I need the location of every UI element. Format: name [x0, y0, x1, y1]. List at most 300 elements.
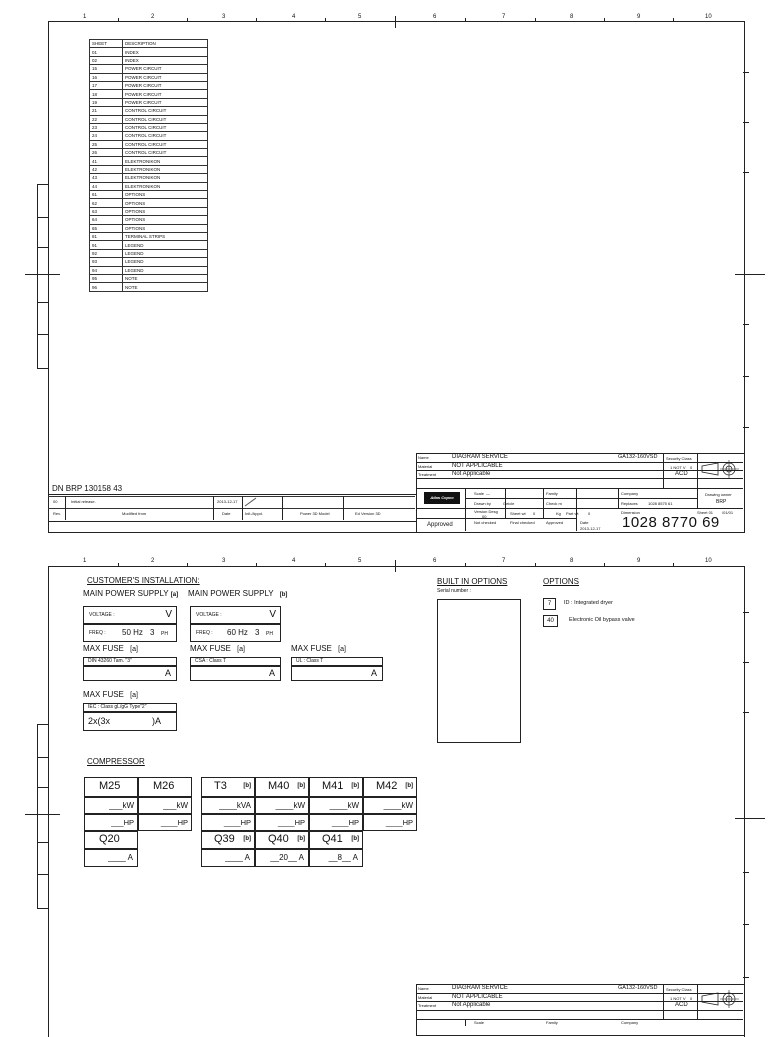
scale-label: Scale [474, 1020, 485, 1025]
col-9: 9 [637, 558, 641, 564]
description-cell: ELEKTRONIKON [123, 182, 208, 190]
date-label: Date [580, 520, 589, 525]
table-row [90, 266, 208, 274]
description-cell: OPTIONS [123, 216, 208, 224]
projection-symbol-icon [700, 458, 740, 480]
rev-divider [343, 496, 344, 520]
description-cell: LEGEND [123, 249, 208, 257]
sheet-number-cell: 96 [90, 283, 123, 291]
table-row [90, 174, 208, 182]
table-row [90, 224, 208, 232]
table-row [90, 241, 208, 249]
description-cell: CONTROL CIRCUIT [123, 140, 208, 148]
table-row [90, 90, 208, 98]
max-fuse-flag: [a] [338, 646, 346, 653]
motor-power-value: ____kW [275, 801, 305, 810]
breaker-current-field[interactable] [84, 849, 138, 867]
acd-code: ACD [675, 471, 688, 477]
fuse-amp-3: A [370, 668, 377, 678]
right-tick [743, 172, 749, 173]
breaker-cell [309, 831, 363, 849]
motor-cell [363, 777, 417, 797]
sheet-total: /01/01 [722, 510, 734, 515]
fuse-value-3[interactable] [291, 666, 383, 681]
sheet-number-cell: 01 [90, 48, 123, 56]
sheet-number-cell: 63 [90, 207, 123, 215]
option-label: ID : Integrated dryer [564, 600, 613, 606]
breaker-flag: [b] [351, 836, 359, 842]
sheet-number-cell: 17 [90, 81, 123, 89]
breaker-cell [255, 831, 309, 849]
right-tick [743, 872, 749, 873]
motor-cell [84, 777, 138, 797]
description-cell: ELEKTRONIKON [123, 157, 208, 165]
security-class-value: 1 NOT V [670, 465, 686, 470]
breaker-name: Q40 [268, 833, 289, 845]
breaker-flag: [b] [297, 836, 305, 842]
breaker-current-value: ____ A [225, 853, 250, 862]
index-table [89, 39, 208, 292]
mps-a-flag: [a] [170, 592, 179, 598]
table-row [90, 81, 208, 89]
sheet-number-cell: 94 [90, 266, 123, 274]
voltage-unit: V [269, 609, 276, 620]
motor-power-field[interactable] [84, 797, 138, 814]
serial-number-label: Serial number : [437, 588, 471, 594]
breaker-current-value: __8__ A [328, 853, 358, 862]
table-row [90, 98, 208, 106]
col-7: 7 [502, 558, 506, 564]
freq-label: FREQ : [89, 630, 106, 636]
tb-line [416, 518, 576, 519]
signature-mark [244, 497, 258, 507]
sheet-number-cell: 43 [90, 174, 123, 182]
table-row [90, 115, 208, 123]
sheet-wt-label: Sheet wt [510, 511, 526, 516]
motor-hp-field[interactable] [201, 814, 255, 831]
breaker-current-field[interactable] [201, 849, 255, 867]
drawing-model: GA132-160VSD [618, 454, 658, 460]
tb-line [416, 1019, 743, 1020]
motor-power-value: ____kW [329, 801, 359, 810]
table-row [90, 165, 208, 173]
max-fuse-text: MAX FUSE [83, 644, 124, 653]
acd-code: ACD [675, 1002, 688, 1008]
motor-name: M26 [153, 780, 175, 792]
fuse-amp-1: A [164, 668, 171, 678]
motor-power-value: ____kVA [219, 801, 251, 810]
mps-a-text: MAIN POWER SUPPLY [83, 589, 169, 598]
description-cell: CONTROL CIRCUIT [123, 115, 208, 123]
description-cell: POWER CIRCUIT [123, 98, 208, 106]
col-10: 10 [705, 558, 712, 564]
left-bracket [37, 184, 38, 369]
treatment-value: Not Applicable [452, 471, 491, 477]
motor-hp-field[interactable] [309, 814, 363, 831]
motor-name: M41 [322, 780, 344, 792]
table-row [90, 191, 208, 199]
sheet-number-cell: 44 [90, 182, 123, 190]
security-class-label: Security Class [666, 987, 692, 992]
motor-power-field[interactable] [201, 797, 255, 814]
col-5: 5 [358, 558, 362, 564]
kg-label: Kg [556, 511, 561, 516]
breaker-cell [201, 831, 255, 849]
built-in-options-box [437, 599, 521, 743]
motor-flag: [b] [351, 783, 359, 789]
table-row [90, 216, 208, 224]
drawing-number: 1028 8770 69 [622, 514, 720, 531]
description-cell: INDEX [123, 48, 208, 56]
left-tick [37, 368, 48, 369]
dimension-label: Dimension [621, 510, 640, 515]
sheet-number-cell: 65 [90, 224, 123, 232]
main-power-supply-b-label [188, 589, 287, 598]
ph-a: PH [161, 631, 168, 637]
breaker-name: Q20 [99, 833, 120, 845]
left-tick [37, 184, 48, 185]
check-label: Check m [546, 501, 562, 506]
sheet-number-cell: 15 [90, 65, 123, 73]
fuse-4-value: 2x(3x [88, 716, 111, 726]
left-tick [37, 787, 48, 788]
motor-power-field[interactable] [255, 797, 309, 814]
fuse-spec-2-text: CSA : Class T [195, 658, 227, 664]
motor-hp-value: ____HP [277, 818, 305, 827]
table-row [90, 132, 208, 140]
description-cell: NOTE [123, 274, 208, 282]
motor-hp-value: ____HP [160, 818, 188, 827]
motor-hp-value: ___HP [111, 818, 134, 827]
options-title: OPTIONS [543, 577, 580, 586]
table-row [90, 123, 208, 131]
material-label: Material [418, 464, 433, 469]
description-cell: OPTIONS [123, 199, 208, 207]
description-cell: CONTROL CIRCUIT [123, 149, 208, 157]
sheet-number-cell: 92 [90, 249, 123, 257]
table-row [90, 274, 208, 282]
breaker-current-value: __20__ A [270, 853, 304, 862]
freq-value-b: 60 Hz [227, 628, 248, 637]
sheet-number-cell: 23 [90, 123, 123, 131]
table-row [90, 157, 208, 165]
fuse-spec-4 [83, 703, 177, 712]
right-tick [743, 712, 749, 713]
breaker-current-field[interactable] [309, 849, 363, 867]
max-fuse-flag: [a] [130, 692, 138, 699]
motor-power-value: ___kW [163, 801, 188, 810]
customer-installation-title: CUSTOMER'S INSTALLATION: [87, 576, 200, 585]
sheet-customer-installation [0, 552, 768, 1024]
company-label: Company [621, 1020, 639, 1025]
col-9: 9 [637, 14, 641, 20]
sheet-number-cell: 42 [90, 165, 123, 173]
motor-hp-value: ____HP [223, 818, 251, 827]
description-cell: OPTIONS [123, 191, 208, 199]
voltage-box-b[interactable] [190, 606, 281, 624]
sheet-wt-value: 0 [533, 511, 536, 516]
description-cell: POWER CIRCUIT [123, 81, 208, 89]
tb-line [416, 1010, 743, 1011]
motor-name: T3 [214, 780, 227, 792]
motor-hp-field[interactable] [84, 814, 138, 831]
col-3: 3 [222, 558, 226, 564]
max-fuse-3-label [291, 644, 346, 653]
sheet-number-cell: 26 [90, 149, 123, 157]
family-label: Family [546, 1020, 558, 1025]
option-code-box: 7 [543, 598, 556, 610]
material-value: NOT APPLICABLE [452, 463, 503, 469]
description-cell: TERMINAL STRIPS [123, 232, 208, 240]
tb-line [697, 453, 698, 508]
description-cell: POWER CIRCUIT [123, 90, 208, 98]
col-2: 2 [151, 14, 155, 20]
fuse-amp-2: A [268, 668, 275, 678]
description-cell: OPTIONS [123, 224, 208, 232]
revision-text: Initial release. [71, 499, 96, 504]
left-tick [37, 842, 48, 843]
description-cell: LEGEND [123, 258, 208, 266]
left-tick [37, 302, 48, 303]
col-1: 1 [83, 14, 87, 20]
drawn-by-label: Drawn by [474, 501, 491, 506]
sheet-number-cell: 64 [90, 216, 123, 224]
security-class-value: 1 NOT V [670, 996, 686, 1001]
table-row [90, 258, 208, 266]
tb-line [697, 984, 698, 1020]
revision-header-init: Init./Appd. [245, 511, 264, 516]
description-cell: POWER CIRCUIT [123, 65, 208, 73]
revision-header-power: Power 3D Model [300, 511, 330, 516]
sheet-number-cell: 25 [90, 140, 123, 148]
index-header-row [90, 40, 208, 48]
table-row [90, 73, 208, 81]
description-cell: CONTROL CIRCUIT [123, 123, 208, 131]
fuse-value-4[interactable] [83, 712, 177, 731]
company-label: Company [621, 491, 639, 496]
name-label: Name [418, 986, 429, 991]
col-3: 3 [222, 14, 226, 20]
motor-flag: [b] [297, 783, 305, 789]
motor-power-value: ___kW [109, 801, 134, 810]
table-row [90, 207, 208, 215]
tb-line [416, 478, 743, 479]
sheet-number-cell: 41 [90, 157, 123, 165]
motor-hp-value: ____HP [331, 818, 359, 827]
fuse-spec-1 [83, 657, 177, 666]
treatment-label: Treatment [418, 472, 437, 477]
motor-power-field[interactable] [309, 797, 363, 814]
sheet-number-cell: 24 [90, 132, 123, 140]
table-row [90, 56, 208, 64]
sheet-number-cell: 18 [90, 90, 123, 98]
family-label: Family [546, 491, 558, 496]
description-cell: POWER CIRCUIT [123, 73, 208, 81]
main-power-supply-a-label [83, 589, 178, 598]
right-tick [743, 122, 749, 123]
tb-line [465, 488, 466, 531]
sheet-number-cell: 21 [90, 107, 123, 115]
fuse-value-2[interactable] [190, 666, 281, 681]
security-class-value-2: 0 [690, 465, 693, 470]
description-cell: LEGEND [123, 266, 208, 274]
col-8: 8 [570, 558, 574, 564]
right-tick [743, 977, 749, 978]
treatment-value: Not Applicable [452, 1002, 491, 1008]
right-tick [743, 427, 749, 428]
freq-label: FREQ : [196, 630, 213, 636]
freq-box-b[interactable] [190, 624, 281, 642]
mps-b-flag: [b] [279, 592, 288, 598]
material-label: Material [418, 995, 433, 1000]
sheet-number: Sheet 01 [697, 510, 714, 515]
not-checked-label: Not checked [474, 520, 497, 525]
material-value: NOT APPLICABLE [452, 994, 503, 1000]
atlas-copco-logo: Atlas Copco [424, 492, 460, 504]
revision-header-ed: Ed Version 3D [355, 511, 381, 516]
motor-hp-field[interactable] [138, 814, 192, 831]
drawing-model: GA132-160VSD [618, 985, 658, 991]
version-label: Version Desg [474, 509, 498, 514]
description-cell: CONTROL CIRCUIT [123, 107, 208, 115]
breaker-name: Q41 [322, 833, 343, 845]
left-tick [37, 908, 48, 909]
phases-b: 3 [255, 628, 260, 637]
built-in-options-title: BUILT IN OPTIONS [437, 577, 508, 586]
max-fuse-4-label [83, 690, 138, 699]
drawing-owner-value: BRP [716, 499, 727, 505]
freq-box-a[interactable] [83, 624, 177, 642]
part-wt-value: 0 [588, 511, 591, 516]
col-8: 8 [570, 14, 574, 20]
rev-divider [65, 496, 66, 520]
rev-divider [242, 496, 243, 520]
max-fuse-text: MAX FUSE [83, 690, 124, 699]
sheet-number-cell: 02 [90, 56, 123, 64]
tb-line [543, 488, 544, 519]
left-tick [37, 874, 48, 875]
tb-line [465, 1020, 466, 1026]
scale-label: Scale [474, 491, 485, 496]
motor-power-value: ____kW [383, 801, 413, 810]
freq-value-a: 50 Hz [122, 628, 143, 637]
motor-hp-field[interactable] [363, 814, 417, 831]
replaces-label: Replaces [621, 501, 638, 506]
replaces-value: 1028 8575 61 [648, 501, 673, 506]
approved-stamp: Approved [427, 522, 453, 528]
security-class-label: Security Class [666, 456, 692, 461]
right-tick [743, 376, 749, 377]
voltage-box-a[interactable] [83, 606, 177, 624]
motor-cell [309, 777, 363, 797]
tb-line [576, 488, 577, 531]
final-checked-label: Final checked [510, 520, 535, 525]
scale-value: — [486, 491, 490, 496]
rev-divider [213, 496, 214, 520]
sheet-number-cell: 81 [90, 232, 123, 240]
ph-b: PH [266, 631, 273, 637]
col-5: 5 [358, 14, 362, 20]
sheet-index [0, 12, 768, 537]
motor-cell [201, 777, 255, 797]
projection-symbol-icon [700, 988, 740, 1010]
revision-header-mod: Modified from [122, 511, 147, 516]
motor-hp-value: ____HP [385, 818, 413, 827]
breaker-cell [84, 831, 138, 849]
sheet-number-cell: 62 [90, 199, 123, 207]
revision-date: 2013-12-17 [217, 499, 238, 504]
drawn-by-value: Geicle [503, 501, 515, 506]
left-tick [37, 247, 48, 248]
max-fuse-flag: [a] [237, 646, 245, 653]
motor-hp-field[interactable] [255, 814, 309, 831]
motor-power-field[interactable] [363, 797, 417, 814]
tb-line [663, 453, 664, 488]
col-4: 4 [292, 14, 296, 20]
col-6: 6 [433, 558, 437, 564]
fuse-spec-4-text: IEC : Class gL/gG Type"2" [88, 704, 147, 710]
description-cell: ELEKTRONIKON [123, 165, 208, 173]
phases-a: 3 [150, 628, 155, 637]
drawing-name: DIAGRAM SERVICE [452, 985, 508, 991]
sheet-number-cell: 95 [90, 274, 123, 282]
right-tick [743, 612, 749, 613]
fuse-spec-3 [291, 657, 383, 666]
date-value: 2013-12-17 [580, 526, 601, 531]
motor-flag: [b] [243, 783, 251, 789]
breaker-current-field[interactable] [255, 849, 309, 867]
col-7: 7 [502, 14, 506, 20]
max-fuse-text: MAX FUSE [190, 644, 231, 653]
fuse-spec-2 [190, 657, 281, 666]
drawing-owner-label: Drawing owner [705, 492, 732, 497]
max-fuse-flag: [a] [130, 646, 138, 653]
left-tick [25, 274, 60, 275]
sheet-number-cell: 16 [90, 73, 123, 81]
left-tick [37, 757, 48, 758]
motor-name: M25 [99, 780, 121, 792]
col-6: 6 [433, 14, 437, 20]
right-tick [743, 924, 749, 925]
right-tick [735, 274, 765, 275]
col-1: 1 [83, 558, 87, 564]
treatment-label: Treatment [418, 1003, 437, 1008]
motor-name: M40 [268, 780, 290, 792]
voltage-unit: V [165, 609, 172, 620]
option-label: Electronic Oil bypass valve [569, 617, 635, 623]
motor-power-field[interactable] [138, 797, 192, 814]
header-description: DESCRIPTION [123, 40, 208, 48]
document-number: DN BRP 130158 43 [52, 484, 123, 493]
approved-label: Approved [546, 520, 564, 525]
table-row [90, 199, 208, 207]
left-tick [37, 334, 48, 335]
compressor-title: COMPRESSOR [87, 757, 145, 766]
col-2: 2 [151, 558, 155, 564]
motor-cell [138, 777, 192, 797]
tb-line [618, 488, 619, 508]
sheet-number-cell: 93 [90, 258, 123, 266]
fuse-spec-1-text: DIN 43260 Tam. "3" [88, 658, 132, 664]
table-row [90, 232, 208, 240]
sheet-gap [0, 538, 768, 552]
table-row [90, 65, 208, 73]
breaker-current-value: ____ A [108, 853, 133, 862]
col-4: 4 [292, 558, 296, 564]
mps-b-text: MAIN POWER SUPPLY [188, 589, 274, 598]
max-fuse-1-label [83, 644, 138, 653]
fuse-value-1[interactable] [83, 666, 177, 681]
